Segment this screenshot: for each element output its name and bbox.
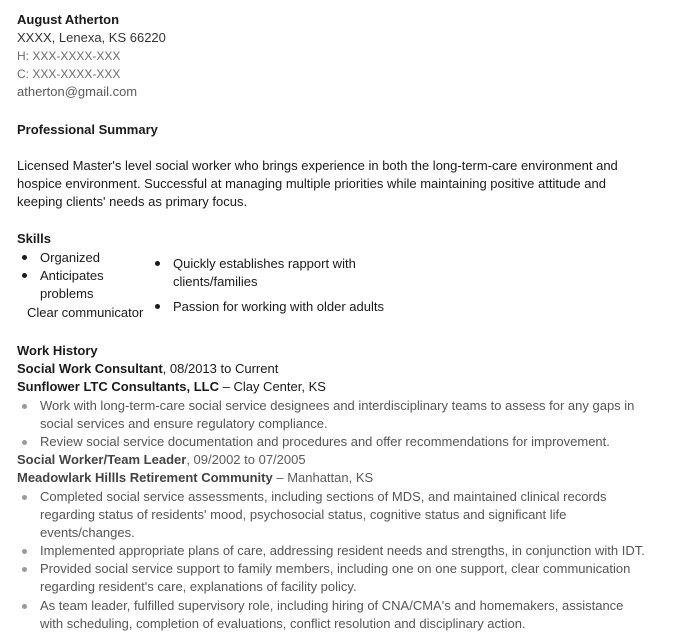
skill-item-continued: problems [40,286,94,301]
job-dates: , 08/2013 to Current [162,361,279,376]
bullet-icon [22,495,27,500]
company-location: – Clay Center, KS [218,379,326,394]
skill-item: Anticipates [40,268,104,283]
skill-item-continued: clients/families [173,274,258,289]
job-bullet-continued: with scheduling, completion of evaluations, conflict resolution and disciplinary action. [40,616,526,631]
bullet-icon [22,404,27,409]
summary-line: hospice environment. Successful at managing multiple priorities while maintaining positive attitude and [17,176,606,191]
job-title-line [17,360,278,378]
job-bullet: Review social service documentation and procedures and offer recommendations for improvement. [40,434,610,449]
email: atherton@gmail.com [17,84,138,99]
company-location: – Manhattan, KS [272,470,374,485]
summary-heading: Professional Summary [17,122,158,137]
skill-item: Quickly establishes rapport with [173,256,356,271]
job-bullet: Implemented appropriate plans of care, addressing resident needs and strengths, in conjunction with IDT. [40,543,645,558]
job-bullet: Provided social service support to family members, including one on one support, clear communication [40,561,631,576]
job-dates: , 09/2002 to 07/2005 [186,452,306,467]
bullet-icon [155,261,160,266]
summary-line: Licensed Master's level social worker who brings experience in both the long-term-care environment and [17,158,618,173]
bullet-icon [22,255,27,260]
bullet-icon [22,604,27,609]
job-title: Social Worker/Team Leader [17,452,187,467]
cell-phone: C: XXX-XXXX-XXX [17,67,121,81]
bullet-icon [22,273,27,278]
company-line [17,378,326,396]
job-bullet-continued: social services and ensure regulatory compliance. [40,416,328,431]
bullet-icon [22,549,27,554]
bullet-icon [22,440,27,445]
skill-item: Organized [40,250,100,265]
skills-heading: Skills [17,231,51,246]
summary-line: keeping clients' needs as primary focus. [17,194,248,209]
job-title-line [17,451,306,469]
address: XXXX, Lenexa, KS 66220 [17,30,166,45]
job-bullet: Completed social service assessments, including sections of MDS, and maintained clinical records [40,489,607,504]
applicant-name: August Atherton [17,12,120,27]
job-title: Social Work Consultant [17,361,163,376]
skill-item: Clear communicator [27,305,144,320]
company-name: Sunflower LTC Consultants, LLC [17,379,219,394]
bullet-icon [155,304,160,309]
skill-item: Passion for working with older adults [173,299,384,314]
work-history-heading: Work History [17,343,98,358]
job-bullet-continued: regarding resident's care, explanations of facility policy. [40,579,357,594]
job-bullet: As team leader, fulfilled supervisory role, including hiring of CNA/CMA's and homemakers, assistance [40,598,624,613]
bullet-icon [22,567,27,572]
company-line [17,469,373,487]
job-bullet-continued: events/changes. [40,525,135,540]
company-name: Meadowlark Hillls Retirement Community [17,470,273,485]
home-phone: H: XXX-XXXX-XXX [17,49,121,63]
job-bullet: Work with long-term-care social service designees and interdisciplinary teams to assess for any gaps in [40,398,635,413]
job-bullet-continued: regarding status of residents' mood, psychosocial status, cognitive status and significant life [40,507,567,522]
